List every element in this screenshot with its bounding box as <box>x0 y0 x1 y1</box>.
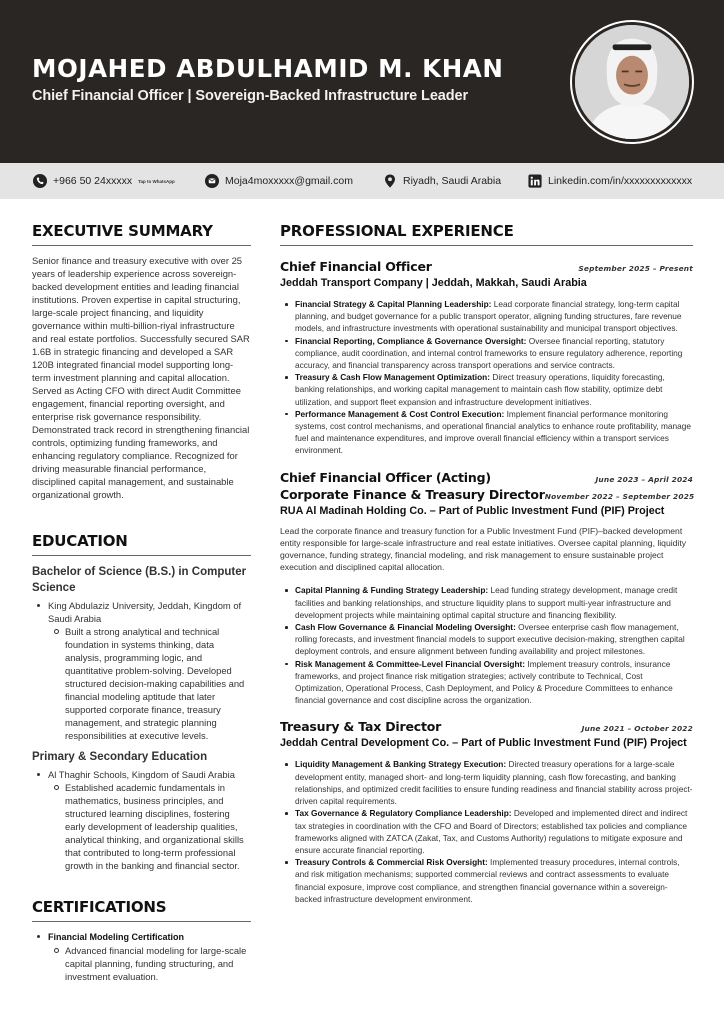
portrait-icon <box>575 25 689 139</box>
bullet-heading: Performance Management & Cost Control Execution: <box>295 408 505 419</box>
education-detail: Established academic fundamentals in mathematics, business principles, and structured learning disciplines, fostering early development of leadership qualities, analytical thinking, and organizational skills that contributed to long-term professional growth in the banking and financial sector. <box>48 781 251 872</box>
executive-summary-section <box>32 222 251 501</box>
education-entry <box>32 749 251 872</box>
job-bullet <box>280 298 693 335</box>
bullet-heading: Tax Governance & Regulatory Compliance Leadership: <box>295 808 512 819</box>
job-bullet <box>280 856 693 905</box>
job-title: Treasury & Tax Director <box>280 719 442 735</box>
bullet-text: Developed and implemented direct and indirect tax strategies in coordination with the CFO and Board of Directors; established tax policies and compliance frameworks aligned with ZATCA (Zakat, Tax, and Customs Authority) regulations to mitigate exposure and ensure accurate financial reporting. <box>295 808 688 855</box>
job-bullet <box>280 371 693 408</box>
bullet-heading: Liquidity Management & Banking Strategy Execution: <box>295 759 507 770</box>
section-title-education: EDUCATION <box>32 532 251 556</box>
bullet-text: Direct treasury operations, liquidity forecasting, banking relationships, and working capital management to maintain cash flow stability, optimize debt utilization, and support fleet expansion and infrastructure development initiatives. <box>295 372 665 407</box>
profile-photo <box>575 25 689 139</box>
location-pin-icon <box>383 174 397 188</box>
education-institution <box>32 599 251 742</box>
email-address: Moja4moxxxxx@gmail.com <box>225 175 353 187</box>
institution-name: King Abdulaziz University, Jeddah, Kingdom of Saudi Arabia <box>48 600 242 624</box>
linkedin-icon <box>528 174 542 188</box>
email-icon <box>205 174 219 188</box>
resume-header <box>0 0 724 163</box>
job-bullet <box>280 807 693 856</box>
bullet-text: Lead corporate financial strategy, long-term capital planning, and budget governance for a public transport operator, aligning funding structures, fare revenue models, and infrastructure investments with operational sustainability and municipal transport objectives. <box>295 299 682 334</box>
job-date: September 2025 – Present <box>578 264 693 273</box>
education-institution <box>32 768 251 872</box>
job-bullet <box>280 335 693 372</box>
job-bullets <box>280 584 693 706</box>
job-entry <box>280 259 693 457</box>
job-bullet <box>280 584 693 621</box>
certification-detail: Advanced financial modeling for large-scale capital planning, funding structuring, and investment evaluation. <box>48 944 251 983</box>
bullet-heading: Financial Reporting, Compliance & Governance Oversight: <box>295 335 527 346</box>
bullet-heading: Treasury Controls & Commercial Risk Oversight: <box>295 857 488 868</box>
bullet-text: Lead funding strategy development, manage credit facilities and banking relationships, and structure liquidity plans to support multi-year infrastructure and development projects while maintaining optimal capital structure and financing flexibility. <box>295 585 678 620</box>
certification-item <box>32 930 251 983</box>
right-column <box>280 222 693 905</box>
contact-linkedin[interactable] <box>528 163 692 199</box>
section-title-summary: EXECUTIVE SUMMARY <box>32 222 251 246</box>
contact-email[interactable] <box>205 163 353 199</box>
bullet-heading: Treasury & Cash Flow Management Optimization: <box>295 372 491 383</box>
job-title: Chief Financial Officer (Acting) <box>280 469 491 485</box>
contact-bar <box>0 163 724 199</box>
education-entry <box>32 564 251 742</box>
job-entry <box>280 719 693 904</box>
job-bullets <box>280 298 693 457</box>
bullet-text: Oversee financial reporting, statutory compliance, audit coordination, and internal control frameworks to ensure regulatory adherence, reporting accuracy, and financial transparency across transport operations and service contracts. <box>295 335 683 371</box>
location-text: Riyadh, Saudi Arabia <box>403 175 502 187</box>
job-company: RUA Al Madinah Holding Co. – Part of Public Investment Fund (PIF) Project <box>280 504 665 517</box>
job-title: Chief Financial Officer <box>280 259 432 274</box>
contact-location <box>383 163 501 199</box>
certification-name: Financial Modeling Certification <box>48 932 185 942</box>
bullet-text: Directed treasury operations for a large-scale development entity, managed short- and long-term liquidity planning, cash flow forecasting, and banking relationships, and optimized credit facilities to ensure funding readiness and financial stability across project-driven capital requirements. <box>295 759 693 807</box>
section-title-certifications: CERTIFICATIONS <box>32 898 251 922</box>
contact-phone[interactable] <box>33 163 175 199</box>
certifications-section <box>32 898 251 983</box>
job-bullet <box>280 758 693 807</box>
institution-name: Al Thaghir Schools, Kingdom of Saudi Arabia <box>48 769 235 780</box>
bullet-heading: Financial Strategy & Capital Planning Leadership: <box>295 299 492 309</box>
whatsapp-note[interactable]: Tap to WhatsApp <box>138 178 175 184</box>
bullet-text: Implement treasury controls, insurance frameworks, and project finance risk mitigation strategies; actively contribute to Technical, Cost Optimization, Operational Process, Cash Deployment, and Policy & Procedure Committees to enhance financial governance and cost discipline across the organization. <box>295 658 673 706</box>
candidate-name: MOJAHED ABDULHAMID M. KHAN <box>32 54 504 83</box>
section-title-experience: PROFESSIONAL EXPERIENCE <box>280 222 693 246</box>
job-bullet <box>280 408 693 457</box>
education-detail: Built a strong analytical and technical foundation in systems thinking, data analysis, programming logic, and quantitative problem-solving. Developed structured decision-making capabilities and financial modeling aptitude that later supported corporate finance, treasury management, and strategic planning responsibilities at executive levels. <box>48 625 251 742</box>
job-company: Jeddah Transport Company | Jeddah, Makkah, Saudi Arabia <box>280 277 587 289</box>
job-entry <box>280 470 693 707</box>
bullet-text: Oversee enterprise cash flow management, rolling forecasts, and investment financial models to support executive decision-making, strengthen capital deployment controls, and ensure alignment between funding availability and project milestones. <box>295 622 685 657</box>
job-bullets <box>280 758 693 904</box>
job-title-secondary: Corporate Finance & Treasury Director <box>280 486 545 502</box>
linkedin-url: Linkedin.com/in/xxxxxxxxxxxxx <box>548 175 693 187</box>
job-date: June 2021 – October 2022 <box>581 724 693 734</box>
profile-photo-frame <box>570 20 694 144</box>
education-section <box>32 532 251 872</box>
bullet-heading: Risk Management & Committee-Level Financial Oversight: <box>295 658 526 669</box>
bullet-heading: Capital Planning & Funding Strategy Leadership: <box>295 585 489 596</box>
summary-text: Senior finance and treasury executive with over 25 years of leadership experience across sovereign-backed development entities and leading financial institutions. Proven expertise in capital structuring, large-scale project financing, and liquidity governance within multi-billion-riyal infrastructure and real estate portfolios. Successfully secured SAR 1.6B in strategic financing and developed a SAR 120B integrated financial model supporting long-term investment planning and capital allocation. Served as Acting CFO with direct Audit Committee engagement, financial reporting oversight, and enterprise risk governance responsibility. Demonstrated track record in strengthening financial controls, optimizing funding frameworks, and enhancing regulatory compliance. Recognized for driving measurable financial performance, disciplined capital management, and sustainable organizational growth. <box>32 255 250 500</box>
job-date-secondary: November 2022 – September 2025 <box>544 491 695 501</box>
phone-number: +966 50 24xxxxx <box>53 175 133 187</box>
left-column <box>32 222 251 983</box>
bullet-text: Implement financial performance monitoring systems, cost control mechanisms, and operational financial analytics to enhance route profitability, manage fuel and maintenance expenditures, and improve overall financial efficiency within a transport services environment. <box>295 408 691 456</box>
bullet-heading: Cash Flow Governance & Financial Modeling Oversight: <box>295 622 516 633</box>
job-company: Jeddah Central Development Co. – Part of Public Investment Fund (PIF) Project <box>280 737 687 750</box>
education-degree: Bachelor of Science (B.S.) in Computer Science <box>32 566 247 594</box>
phone-icon <box>33 174 47 188</box>
job-date: June 2023 – April 2024 <box>595 474 693 484</box>
bullet-text: Implemented treasury procedures, internal controls, and risk mitigation mechanisms; supported commercial reviews and contract assessments to evaluate financial exposure, improve cost compliance, and strengthen financial governance within a sovereign-backed infrastructure development environment. <box>295 857 680 904</box>
job-bullet <box>280 658 693 707</box>
job-description: Lead the corporate finance and treasury function for a Public Investment Fund (PIF)–backed development entity responsible for large-scale infrastructure and real estate initiatives. Oversee capital planning, liquidity governance, funding strategy, financial modeling, and risk management to ensure sustainable project execution and disciplined capital allocation. <box>280 525 687 573</box>
job-bullet <box>280 621 693 658</box>
candidate-subtitle: Chief Financial Officer | Sovereign-Backed Infrastructure Leader <box>32 88 469 104</box>
education-degree: Primary & Secondary Education <box>32 751 208 763</box>
